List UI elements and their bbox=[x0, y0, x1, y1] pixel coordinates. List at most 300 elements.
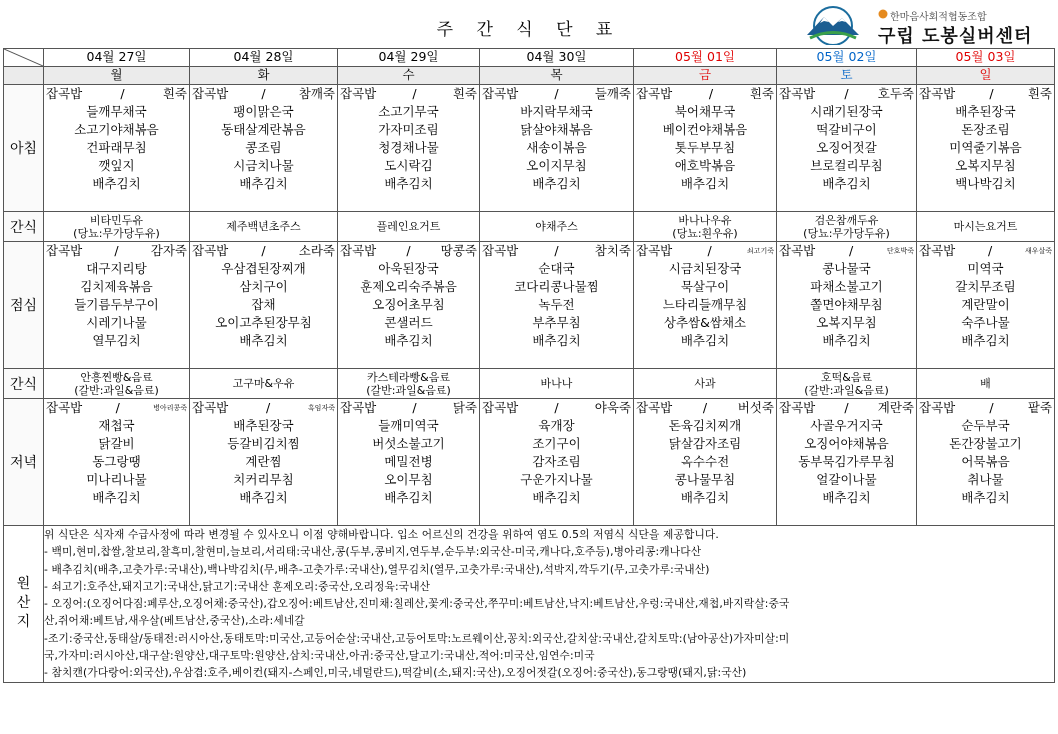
porridge-text: 참치죽 bbox=[594, 243, 631, 258]
dish-item: 육개장 bbox=[538, 418, 575, 433]
dish-item: 소고기무국 bbox=[378, 104, 439, 119]
dow-cell bbox=[917, 67, 1055, 85]
dish-item: 콘샐러드 bbox=[384, 315, 433, 330]
dish-item: 동부묵김가루무침 bbox=[798, 454, 895, 469]
dish-item: 들깨무채국 bbox=[86, 104, 147, 119]
dish-item: 소고기야채볶음 bbox=[74, 122, 159, 137]
breakfast-row bbox=[4, 85, 1055, 212]
dish-item: 잡채 bbox=[251, 297, 276, 312]
snack-text: 비타민두유 bbox=[89, 213, 144, 227]
lunch-cell bbox=[917, 242, 1055, 369]
header bbox=[0, 0, 1058, 48]
rice-text: 잡곡밥 bbox=[919, 86, 956, 101]
slash-divider: / bbox=[261, 86, 266, 101]
coop-icon bbox=[878, 9, 888, 19]
snack-morning-cell bbox=[190, 212, 338, 242]
slash-divider: / bbox=[844, 400, 849, 415]
rice-porridge-line bbox=[777, 85, 916, 103]
blank-line bbox=[917, 350, 1054, 368]
porridge-text: 흰죽 bbox=[162, 86, 187, 101]
lunch-cell bbox=[777, 242, 917, 369]
dow-text: 일 bbox=[979, 67, 992, 82]
dish-item: 코다리콩나물찜 bbox=[514, 279, 599, 294]
dow-cell bbox=[338, 67, 480, 85]
rice-text: 잡곡밥 bbox=[340, 86, 377, 101]
date-text: 04월 29일 bbox=[378, 49, 439, 64]
rice-porridge-line bbox=[634, 399, 776, 417]
origin-line: 위 식단은 식자재 수급사정에 따라 변경될 수 있사오니 이점 양해바랍니다. 입소 어르신의 건강을 위하여 염도 0.5의 저염식 식단을 제공합니다. bbox=[44, 528, 719, 541]
dish-item: 콩나물무침 bbox=[674, 472, 736, 487]
dish-item: 배추된장국 bbox=[233, 418, 294, 433]
dish-item: 콩조림 bbox=[245, 140, 282, 155]
origin-line: - 쇠고기:호주산,돼지고기:국내산,닭고기:국내산 훈제오리:중국산,오리정육:국내산 bbox=[44, 579, 431, 593]
snack-text: (당뇨:흰우유) bbox=[672, 226, 738, 240]
rice-porridge-line bbox=[917, 399, 1054, 417]
rice-text: 잡곡밥 bbox=[482, 400, 519, 415]
rice-text: 잡곡밥 bbox=[779, 400, 816, 415]
blank-line bbox=[44, 350, 189, 368]
snack-text: 바나나 bbox=[540, 377, 573, 390]
dish-item: 깻잎지 bbox=[98, 158, 135, 173]
date-row bbox=[4, 49, 1055, 67]
rice-porridge-line bbox=[338, 85, 479, 103]
snack-morning-cell bbox=[338, 212, 480, 242]
dish-item: 배추된장국 bbox=[955, 104, 1016, 119]
dish-item: 옥수수전 bbox=[680, 454, 730, 469]
dish-item: 치커리무침 bbox=[233, 472, 294, 487]
porridge-text: 버섯죽 bbox=[737, 400, 774, 415]
dinner-cell bbox=[480, 399, 634, 526]
dish-item: 돈육김치찌개 bbox=[668, 418, 742, 433]
dinner-cell bbox=[190, 399, 338, 526]
dish-item: 쫄면야채무침 bbox=[810, 297, 883, 312]
rice-text: 잡곡밥 bbox=[192, 86, 229, 101]
lunch-label: 점심 bbox=[4, 242, 44, 369]
dish-item: 배추김치 bbox=[384, 176, 433, 191]
corner-cell bbox=[4, 49, 44, 67]
porridge-text: 감자죽 bbox=[150, 243, 187, 258]
dish-item: 미나리나물 bbox=[86, 472, 147, 487]
dish-item: 시금치나물 bbox=[233, 158, 294, 173]
rice-porridge-line bbox=[190, 399, 337, 417]
dish-item: 브로컬리무침 bbox=[810, 158, 883, 173]
slash-divider: / bbox=[554, 400, 559, 415]
origin-label-char: 지 bbox=[16, 614, 31, 631]
dow-cell bbox=[190, 67, 338, 85]
dish-item: 오징어야채볶음 bbox=[804, 436, 889, 451]
porridge-text: 새우살죽 bbox=[1024, 247, 1052, 255]
rice-text: 잡곡밥 bbox=[340, 400, 377, 415]
blank-line bbox=[338, 507, 479, 525]
rice-porridge-line bbox=[634, 85, 776, 103]
dish-item: 돈간장불고기 bbox=[949, 436, 1022, 451]
blank-line bbox=[190, 350, 337, 368]
dinner-label: 저녁 bbox=[4, 399, 44, 526]
snack-text: 검은참깨두유 bbox=[814, 213, 879, 227]
rice-text: 잡곡밥 bbox=[779, 243, 816, 258]
blank-line bbox=[44, 507, 189, 525]
org-sub: 한마음사회적협동조합 bbox=[890, 12, 987, 23]
dish-item: 백나박김치 bbox=[955, 176, 1016, 191]
slash-divider: / bbox=[708, 86, 714, 101]
rice-text: 잡곡밥 bbox=[636, 400, 673, 415]
slash-divider: / bbox=[406, 243, 411, 258]
breakfast-cell bbox=[190, 85, 338, 212]
dinner-cell bbox=[777, 399, 917, 526]
dinner-cell bbox=[917, 399, 1055, 526]
dish-item: 미역국 bbox=[967, 261, 1004, 276]
dish-item: 닭살야채볶음 bbox=[520, 122, 593, 137]
rice-porridge-line bbox=[190, 85, 337, 103]
date-text: 04월 30일 bbox=[526, 49, 587, 64]
porridge-text: 흰죽 bbox=[1027, 86, 1052, 101]
blank-line bbox=[634, 350, 776, 368]
snack-afternoon-cell bbox=[917, 369, 1055, 399]
dish-item: 배추김치 bbox=[961, 490, 1010, 505]
corner-diagonal bbox=[4, 49, 43, 66]
snack-morning-row bbox=[4, 212, 1055, 242]
snack-text: 배 bbox=[980, 377, 991, 390]
porridge-text: 병아리콩죽 bbox=[153, 404, 187, 412]
rice-text: 잡곡밥 bbox=[192, 243, 229, 258]
blank-line bbox=[777, 507, 916, 525]
origin-notes bbox=[44, 526, 1055, 683]
dish-item: 배추김치 bbox=[961, 333, 1010, 348]
dow-text: 월 bbox=[110, 67, 123, 82]
dish-item: 배추김치 bbox=[822, 176, 871, 191]
page-title: 주 간 식 단 표 bbox=[436, 20, 622, 40]
slash-divider: / bbox=[265, 400, 271, 415]
origin-line: 국,가자미:러시아산,대구살:원양산,대구토막:원양산,삼치:국내산,아귀:중국산,달고기:국내산,적어:미국산,임연수:미국 bbox=[44, 649, 595, 663]
dish-item: 버섯소불고기 bbox=[372, 436, 445, 451]
slash-divider: / bbox=[554, 86, 559, 101]
lunch-cell bbox=[190, 242, 338, 369]
lunch-cell bbox=[480, 242, 634, 369]
porridge-text: 계란죽 bbox=[877, 400, 914, 415]
dish-item: 구운가지나물 bbox=[520, 472, 593, 487]
dish-item: 배추김치 bbox=[384, 490, 433, 505]
dish-item: 배추김치 bbox=[532, 333, 581, 348]
origin-row bbox=[4, 526, 1055, 683]
dish-item: 사골우거지국 bbox=[810, 418, 883, 433]
rice-porridge-line bbox=[480, 399, 633, 417]
weekly-menu-table bbox=[3, 48, 1055, 683]
slash-divider: / bbox=[989, 400, 994, 415]
dish-item: 들깨미역국 bbox=[378, 418, 439, 433]
dow-cell bbox=[777, 67, 917, 85]
dish-item: 닭살감자조림 bbox=[668, 436, 742, 451]
dish-item: 숙주나물 bbox=[961, 315, 1010, 330]
origin-line: - 오징어:(오징어다짐:페루산,오징어채:중국산),갑오징어:베트남산,진미채:칠레산,꽃게:중국산,쭈꾸미:베트남산,낙지:베트남산,우렁:국내산,재첩,바지락살:중국 bbox=[44, 597, 790, 611]
dish-item: 배추김치 bbox=[680, 490, 730, 505]
rice-porridge-line bbox=[917, 242, 1054, 260]
dish-item: 메밀전병 bbox=[384, 454, 433, 469]
lunch-row bbox=[4, 242, 1055, 369]
dish-item: 시금치된장국 bbox=[668, 261, 742, 276]
dish-item: 조기구이 bbox=[532, 436, 581, 451]
dish-item: 배추김치 bbox=[532, 176, 581, 191]
blank-line bbox=[917, 507, 1054, 525]
blank-line bbox=[917, 193, 1054, 211]
dish-item: 배추김치 bbox=[822, 490, 871, 505]
dish-item: 배추김치 bbox=[239, 333, 288, 348]
rice-porridge-line bbox=[190, 242, 337, 260]
dish-item: 새송이볶음 bbox=[526, 140, 587, 155]
snack-morning-cell bbox=[480, 212, 634, 242]
origin-label-char: 산 bbox=[16, 595, 31, 612]
dow-cell bbox=[44, 67, 190, 85]
rice-text: 잡곡밥 bbox=[192, 400, 229, 415]
slash-divider: / bbox=[844, 86, 849, 101]
porridge-text: 들깨죽 bbox=[594, 86, 631, 101]
dish-item: 오이무침 bbox=[384, 472, 433, 487]
snack-afternoon-cell bbox=[190, 369, 338, 399]
slash-divider: / bbox=[261, 243, 266, 258]
porridge-text: 흰죽 bbox=[452, 86, 477, 101]
dish-item: 닭갈비 bbox=[98, 436, 135, 451]
snack-afternoon-cell bbox=[480, 369, 634, 399]
dish-item: 느타리들깨무침 bbox=[662, 297, 748, 312]
origin-label bbox=[4, 526, 44, 683]
mountain-logo-icon bbox=[802, 5, 864, 45]
dish-item: 오징어젓갈 bbox=[816, 140, 877, 155]
dow-text: 수 bbox=[402, 67, 415, 82]
snack-morning-cell bbox=[634, 212, 777, 242]
dish-item: 계란찜 bbox=[245, 454, 282, 469]
dish-item: 배추김치 bbox=[680, 176, 730, 191]
rice-porridge-line bbox=[44, 85, 189, 103]
rice-text: 잡곡밥 bbox=[636, 243, 673, 258]
slash-divider: / bbox=[412, 86, 417, 101]
dish-item: 시레기나물 bbox=[86, 315, 147, 330]
dish-item: 녹두전 bbox=[538, 297, 575, 312]
blank-line bbox=[634, 507, 776, 525]
lunch-cell bbox=[44, 242, 190, 369]
dinner-cell bbox=[44, 399, 190, 526]
dish-item: 얼갈이나물 bbox=[816, 472, 877, 487]
rice-text: 잡곡밥 bbox=[779, 86, 816, 101]
blank-line bbox=[338, 193, 479, 211]
org-name: 구립 도봉실버센터 bbox=[878, 26, 1033, 47]
dish-item: 배추김치 bbox=[92, 490, 141, 505]
snack-text: 카스테라빵&음료 bbox=[367, 370, 450, 384]
blank-line bbox=[480, 350, 633, 368]
breakfast-cell bbox=[917, 85, 1055, 212]
dish-item: 갈치무조림 bbox=[955, 279, 1016, 294]
dish-item: 우삼겹된장찌개 bbox=[221, 261, 306, 276]
snack-text: 마시는요거트 bbox=[953, 220, 1018, 233]
date-cell bbox=[634, 49, 777, 67]
dish-item: 순두부국 bbox=[961, 418, 1010, 433]
dish-item: 계란말이 bbox=[961, 297, 1010, 312]
dish-item: 배추김치 bbox=[92, 176, 141, 191]
slash-divider: / bbox=[848, 243, 854, 258]
snack-afternoon-cell bbox=[634, 369, 777, 399]
slash-divider: / bbox=[114, 243, 119, 258]
dish-item: 오징어초무침 bbox=[372, 297, 445, 312]
dish-item: 도시락김 bbox=[384, 158, 433, 173]
porridge-text: 호두죽 bbox=[877, 86, 914, 101]
dish-item: 팽이맑은국 bbox=[233, 104, 294, 119]
snack-text: (갈반:과일&음료) bbox=[366, 383, 451, 397]
date-text: 04월 27일 bbox=[86, 49, 147, 64]
org-logo bbox=[800, 3, 1058, 47]
date-cell bbox=[777, 49, 917, 67]
dish-item: 톳두부무침 bbox=[674, 140, 736, 155]
slash-divider: / bbox=[702, 400, 708, 415]
date-text: 05월 02일 bbox=[816, 49, 877, 64]
snack-text: 안흥찐빵&음료 bbox=[80, 370, 153, 384]
breakfast-cell bbox=[480, 85, 634, 212]
rice-porridge-line bbox=[777, 399, 916, 417]
origin-line: -조기:중국산,동태살/동태전:러시아산,동태토막:미국산,고등어순살:국내산,고등어토막:노르웨이산,꽁치:외국산,갈치살:국내산,갈치토막:(남아공산)가자미살:미 bbox=[44, 631, 790, 645]
date-cell bbox=[480, 49, 634, 67]
snack-afternoon-cell bbox=[44, 369, 190, 399]
breakfast-cell bbox=[634, 85, 777, 212]
snack-text: (갈반:과일&음료) bbox=[74, 383, 159, 397]
dow-cell bbox=[634, 67, 777, 85]
rice-text: 잡곡밥 bbox=[46, 400, 83, 415]
dish-item: 김치제육볶음 bbox=[80, 279, 153, 294]
date-text: 05월 01일 bbox=[675, 49, 735, 64]
dish-item: 묵살구이 bbox=[680, 279, 730, 294]
dish-item: 상추쌈&쌈채소 bbox=[663, 315, 747, 330]
porridge-text: 쇠고기죽 bbox=[746, 247, 774, 255]
snack-text: 호떡&음료 bbox=[820, 370, 873, 384]
slash-divider: / bbox=[115, 400, 120, 415]
snack-morning-cell bbox=[917, 212, 1055, 242]
dish-item: 감자조림 bbox=[532, 454, 581, 469]
rice-text: 잡곡밥 bbox=[482, 86, 519, 101]
porridge-text: 닭죽 bbox=[452, 400, 477, 415]
snack-text: 사과 bbox=[694, 377, 716, 390]
snack-afternoon-cell bbox=[777, 369, 917, 399]
breakfast-label: 아침 bbox=[4, 85, 44, 212]
slash-divider: / bbox=[412, 400, 417, 415]
origin-line: 산,쥐어채:베트남,새우살(베트남산,중국산),소라:세네갈 bbox=[44, 614, 305, 628]
dish-item: 청경채나물 bbox=[378, 140, 439, 155]
dish-item: 돈장조림 bbox=[961, 122, 1010, 137]
dish-item: 배추김치 bbox=[239, 176, 288, 191]
dish-item: 배추김치 bbox=[532, 490, 581, 505]
dow-text: 토 bbox=[840, 67, 853, 82]
blank-line bbox=[480, 507, 633, 525]
dow-text: 금 bbox=[698, 67, 712, 82]
origin-line: - 배추김치(배추,고춧가루:국내산),백나박김치(무,배추-고춧가루:국내산),열무김치(열무,고춧가루:국내산),석박지,깍두기(무,고춧가루:국내산) bbox=[44, 562, 710, 576]
rice-text: 잡곡밥 bbox=[482, 243, 519, 258]
breakfast-cell bbox=[44, 85, 190, 212]
snack-morning-label: 간식 bbox=[4, 212, 44, 242]
blank-line bbox=[777, 193, 916, 211]
rice-text: 잡곡밥 bbox=[46, 243, 83, 258]
dish-item: 북어채무국 bbox=[674, 104, 736, 119]
dinner-cell bbox=[634, 399, 777, 526]
corner-cell-2 bbox=[4, 67, 44, 85]
rice-porridge-line bbox=[338, 399, 479, 417]
breakfast-cell bbox=[777, 85, 917, 212]
dish-item: 순대국 bbox=[538, 261, 575, 276]
dish-item: 오복지무침 bbox=[816, 315, 877, 330]
blank-line bbox=[44, 193, 189, 211]
rice-porridge-line bbox=[44, 242, 189, 260]
dow-text: 화 bbox=[257, 67, 270, 82]
snack-text: (당뇨:무가당두유) bbox=[73, 226, 160, 240]
dish-item: 동그랑땡 bbox=[92, 454, 141, 469]
dish-item: 들기름두부구이 bbox=[74, 297, 159, 312]
origin-line: - 백미,현미,찹쌀,찰보리,찰흑미,찰현미,늘보리,서리태:국내산,콩(두부,콩비지,연두부,순두부:외국산-미국,캐나다,호주등),병아리콩:캐나다산 bbox=[44, 545, 702, 559]
porridge-text: 단호박죽 bbox=[886, 247, 914, 255]
rice-porridge-line bbox=[480, 242, 633, 260]
dish-item: 떡갈비구이 bbox=[816, 122, 877, 137]
rice-porridge-line bbox=[634, 242, 776, 260]
snack-text: (당뇨:무가당두유) bbox=[803, 226, 890, 240]
dish-item: 부추무침 bbox=[532, 315, 581, 330]
snack-text: 야채주스 bbox=[535, 220, 578, 233]
porridge-text: 팥죽 bbox=[1027, 400, 1052, 415]
dish-item: 아욱된장국 bbox=[378, 261, 439, 276]
snack-morning-cell bbox=[44, 212, 190, 242]
dish-item: 애호박볶음 bbox=[674, 158, 736, 173]
dish-item: 파채소불고기 bbox=[810, 279, 883, 294]
dish-item: 바지락무채국 bbox=[520, 104, 593, 119]
dish-item: 건파래무침 bbox=[86, 140, 147, 155]
date-text: 04월 28일 bbox=[233, 49, 294, 64]
rice-porridge-line bbox=[44, 399, 189, 417]
blank-line bbox=[634, 193, 776, 211]
lunch-cell bbox=[634, 242, 777, 369]
snack-text: 플레인요거트 bbox=[376, 220, 441, 233]
dish-item: 미역줄기볶음 bbox=[949, 140, 1022, 155]
origin-line: - 참치캔(가다랑어:외국산),우삼겹:호주,베이컨(돼지-스페인,미국,네덜란드),떡갈비(소,돼지:국산),오징어젓갈(오징어:중국산),동그랑땡(돼지,닭:국산) bbox=[44, 666, 747, 680]
snack-text: 고구마&우유 bbox=[232, 377, 295, 390]
dish-item: 배추김치 bbox=[822, 333, 871, 348]
porridge-text: 흑임자죽 bbox=[307, 404, 335, 412]
dish-item: 베이컨야채볶음 bbox=[662, 122, 748, 137]
snack-text: 제주백년초주스 bbox=[226, 220, 301, 233]
porridge-text: 흰죽 bbox=[749, 86, 774, 101]
dish-item: 재첩국 bbox=[98, 418, 135, 433]
dish-item: 훈제오리숙주볶음 bbox=[360, 279, 457, 294]
slash-divider: / bbox=[120, 86, 125, 101]
rice-text: 잡곡밥 bbox=[340, 243, 377, 258]
dish-item: 대구지리탕 bbox=[86, 261, 147, 276]
snack-morning-cell bbox=[777, 212, 917, 242]
breakfast-cell bbox=[338, 85, 480, 212]
rice-text: 잡곡밥 bbox=[919, 243, 956, 258]
dish-item: 동태살계란볶음 bbox=[221, 122, 306, 137]
rice-text: 잡곡밥 bbox=[636, 86, 673, 101]
dish-item: 등갈비김치찜 bbox=[227, 436, 300, 451]
dish-item: 콩나물국 bbox=[822, 261, 871, 276]
slash-divider: / bbox=[989, 86, 994, 101]
rice-porridge-line bbox=[338, 242, 479, 260]
date-cell bbox=[44, 49, 190, 67]
lunch-cell bbox=[338, 242, 480, 369]
date-cell bbox=[338, 49, 480, 67]
dish-item: 삼치구이 bbox=[239, 279, 288, 294]
slash-divider: / bbox=[554, 243, 559, 258]
rice-text: 잡곡밥 bbox=[46, 86, 83, 101]
dow-row bbox=[4, 67, 1055, 85]
rice-porridge-line bbox=[917, 85, 1054, 103]
snack-text: (갈반:과일&음료) bbox=[804, 383, 889, 397]
blank-line bbox=[480, 193, 633, 211]
snack-afternoon-label: 간식 bbox=[4, 369, 44, 399]
dish-item: 취나물 bbox=[967, 472, 1004, 487]
dish-item: 열무김치 bbox=[92, 333, 141, 348]
dinner-row bbox=[4, 399, 1055, 526]
dish-item: 배추김치 bbox=[384, 333, 433, 348]
